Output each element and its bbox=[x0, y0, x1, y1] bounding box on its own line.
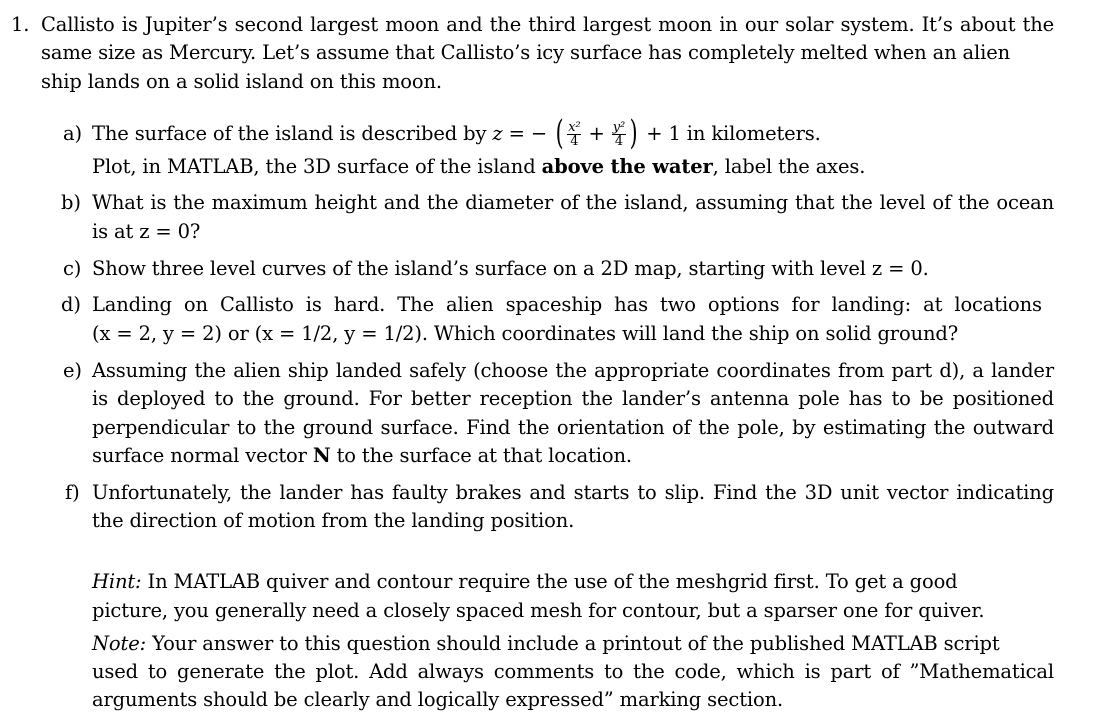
part-c-line-1-text: Show three level curves of the island’s surface on a 2D map, starting with level z = 0. bbox=[92, 257, 929, 280]
note-line-1 bbox=[92, 630, 1054, 659]
part-c-label: c) bbox=[63, 257, 82, 280]
hint-line-1 bbox=[92, 568, 1054, 597]
part-a-line-2 bbox=[92, 153, 865, 182]
note-line-3 bbox=[92, 686, 783, 715]
part-a-eq-equals: = − bbox=[508, 122, 548, 145]
part-b-line-1 bbox=[92, 189, 1054, 218]
part-e-line-2-text: is deployed to the ground. For better reception the lander’s antenna pole has to be positioned bbox=[92, 387, 1054, 410]
hint-line-1-text: In MATLAB quiver and contour require the use of the meshgrid first. To get a good bbox=[147, 570, 958, 593]
intro-line-3-text: ship lands on a solid island on this moon. bbox=[41, 70, 442, 93]
fraction-y-denominator: 4 bbox=[614, 134, 623, 149]
part-f-line-2 bbox=[92, 507, 574, 536]
left-paren: ( bbox=[555, 112, 564, 153]
part-e-line-1-text: Assuming the alien ship landed safely (choose the appropriate coordinates from part d), a lander bbox=[92, 359, 1054, 382]
part-f-line-1-text: Unfortunately, the lander has faulty brakes and starts to slip. Find the 3D unit vector indicating bbox=[92, 481, 1054, 504]
part-e-label: e) bbox=[63, 359, 82, 382]
fraction-y-numerator: y² bbox=[612, 120, 626, 135]
part-e-line-4-pre: surface normal vector bbox=[92, 444, 307, 467]
part-a-plus: + bbox=[588, 122, 605, 145]
part-a-line-2-bold: above the water bbox=[541, 155, 713, 178]
part-e-line-2 bbox=[92, 385, 1054, 414]
part-e-line-4 bbox=[92, 442, 632, 471]
part-d-line-1 bbox=[92, 291, 1054, 320]
part-e-line-4-post: to the surface at that location. bbox=[336, 444, 632, 467]
part-f-label: f) bbox=[65, 481, 80, 504]
part-a-text: The surface of the island is described by bbox=[92, 122, 487, 145]
right-paren: ) bbox=[629, 112, 638, 153]
intro-line-1 bbox=[41, 11, 1054, 40]
part-a-eq-tail: + 1 in kilometers. bbox=[646, 122, 821, 145]
intro-line-3 bbox=[41, 68, 442, 97]
part-e-line-3 bbox=[92, 414, 1054, 443]
hint-line-2 bbox=[92, 597, 984, 626]
note-line-3-text: arguments should be clearly and logically expressed” marking section. bbox=[92, 688, 784, 711]
fraction-x-numerator: x² bbox=[568, 120, 581, 135]
fraction-x-denominator: 4 bbox=[570, 134, 579, 149]
part-d-line-1-text: Landing on Callisto is hard. The alien spaceship has two options for landing: at locations bbox=[92, 293, 1042, 316]
hint-line-1-wrap bbox=[92, 568, 958, 597]
part-a-line-1 bbox=[92, 112, 821, 153]
part-d-label: d) bbox=[61, 293, 81, 316]
note-line-1-text: Your answer to this question should include a printout of the published MATLAB script bbox=[152, 632, 1000, 655]
part-a-line-2-pre: Plot, in MATLAB, the 3D surface of the island bbox=[92, 155, 536, 178]
part-b-label: b) bbox=[61, 191, 81, 214]
fraction-y bbox=[612, 121, 626, 148]
note-line-2 bbox=[92, 658, 1054, 687]
note-line-2-text: used to generate the plot. Add always comments to the code, which is part of ”Mathematical bbox=[92, 660, 1054, 683]
problem-number: 1. bbox=[11, 13, 30, 36]
part-f-line-1 bbox=[92, 479, 1054, 508]
part-c-line-1 bbox=[92, 255, 929, 284]
part-b-line-1-text: What is the maximum height and the diameter of the island, assuming that the level of the ocean bbox=[92, 191, 1054, 214]
normal-vector-symbol: N bbox=[312, 444, 331, 467]
part-e-line-1 bbox=[92, 357, 1054, 386]
hint-label: Hint: bbox=[92, 570, 142, 593]
part-a-eq-z: z bbox=[492, 122, 503, 145]
intro-line-1-text: Callisto is Jupiter’s second largest moon and the third largest moon in our solar system. It’s about the bbox=[41, 13, 1054, 36]
part-d-line-2-text: (x = 2, y = 2) or (x = 1/2, y = 1/2). Which coordinates will land the ship on solid ground? bbox=[92, 322, 959, 345]
note-label: Note: bbox=[92, 632, 146, 655]
part-f-line-2-text: the direction of motion from the landing position. bbox=[92, 509, 575, 532]
part-b-line-2-text: is at z = 0? bbox=[92, 220, 201, 243]
intro-line-2 bbox=[41, 39, 1010, 68]
part-a-line-2-post: , label the axes. bbox=[712, 155, 866, 178]
intro-line-2-text: same size as Mercury. Let’s assume that Callisto’s icy surface has completely melted when an alien bbox=[41, 41, 1011, 64]
part-d-line-2 bbox=[92, 320, 958, 349]
part-b-line-2 bbox=[92, 218, 200, 247]
part-e-line-3-text: perpendicular to the ground surface. Find the orientation of the pole, by estimating the outward bbox=[92, 416, 1054, 439]
note-line-1-wrap bbox=[92, 630, 1000, 659]
fraction-x bbox=[567, 121, 581, 148]
hint-line-2-text: picture, you generally need a closely spaced mesh for contour, but a sparser one for quiver. bbox=[92, 599, 985, 622]
part-a-label: a) bbox=[63, 122, 82, 145]
